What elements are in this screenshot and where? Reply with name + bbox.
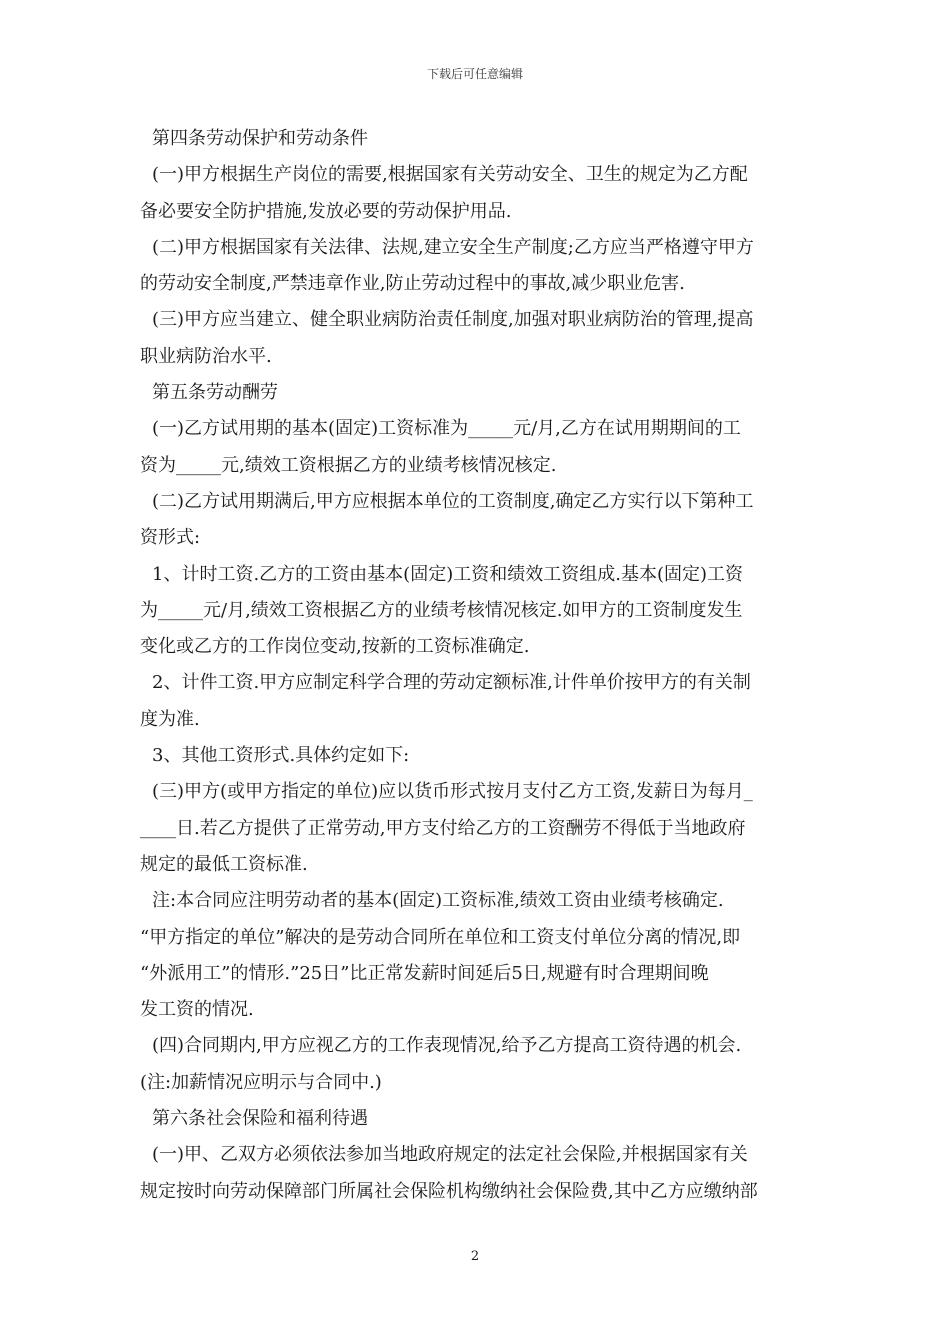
paragraph-line: (二)甲方根据国家有关法律、法规,建立安全生产制度;乙方应当严格遵守甲方 bbox=[152, 236, 754, 258]
paragraph-line: 职业病防治水平. bbox=[140, 345, 272, 367]
paragraph-line: 的劳动安全制度,严禁违章作业,防止劳动过程中的事故,减少职业危害. bbox=[140, 273, 685, 295]
note-line: 注:本合同应注明劳动者的基本(固定)工资标准,绩效工资由业绩考核确定. bbox=[152, 890, 724, 912]
paragraph-line: 备必要安全防护措施,发放必要的劳动保护用品. bbox=[140, 200, 512, 222]
section-heading-6: 第六条社会保险和福利待遇 bbox=[152, 1108, 368, 1130]
section-heading-5: 第五条劳动酬劳 bbox=[152, 382, 278, 404]
section-heading-4: 第四条劳动保护和劳动条件 bbox=[152, 128, 368, 149]
list-item-line: 2、计件工资.甲方应制定科学合理的劳动定额标准,计件单价按甲方的有关制 bbox=[152, 672, 751, 694]
paragraph-line: 资形式: bbox=[140, 527, 201, 549]
paragraph-line: (二)乙方试用期满后,甲方应根据本单位的工资制度,确定乙方实行以下第种工 bbox=[152, 490, 754, 512]
paragraph-line: (一)乙方试用期的基本(固定)工资标准为_____元/月,乙方在试用期期间的工 bbox=[152, 418, 741, 440]
paragraph-line: (四)合同期内,甲方应视乙方的工作表现情况,给予乙方提高工资待遇的机会. bbox=[152, 1035, 742, 1057]
list-item-line: 1、计时工资.乙方的工资由基本(固定)工资和绩效工资组成.基本(固定)工资 bbox=[152, 563, 743, 585]
note-line: 发工资的情况. bbox=[140, 999, 254, 1021]
note-line: (注:加薪情况应明示与合同中.) bbox=[140, 1071, 382, 1093]
document-body bbox=[140, 121, 802, 1210]
paragraph-line: 规定的最低工资标准. bbox=[140, 853, 308, 875]
paragraph-line: (一)甲、乙双方必须依法参加当地政府规定的法定社会保险,并根据国家有关 bbox=[152, 1144, 748, 1166]
list-item-line: 为_____元/月,绩效工资根据乙方的业绩考核情况核定.如甲方的工资制度发生 bbox=[140, 599, 743, 621]
note-line: “外派用工”的情形.”25日”比正常发薪时间延后5日,规避有时合理期间晚 bbox=[140, 962, 709, 984]
page-number: 2 bbox=[470, 1249, 480, 1264]
paragraph-line: (一)甲方根据生产岗位的需要,根据国家有关劳动安全、卫生的规定为乙方配 bbox=[152, 164, 748, 186]
paragraph-line: 资为_____元,绩效工资根据乙方的业绩考核情况核定. bbox=[140, 454, 557, 476]
paragraph-line: 规定按时向劳动保障部门所属社会保险机构缴纳社会保险费,其中乙方应缴纳部 bbox=[140, 1180, 758, 1202]
paragraph-line: (三)甲方(或甲方指定的单位)应以货币形式按月支付乙方工资,发薪日为每月_ bbox=[152, 781, 753, 803]
list-item-line: 3、其他工资形式.具体约定如下: bbox=[152, 745, 410, 767]
list-item-line: 度为准. bbox=[140, 708, 200, 730]
note-line: “甲方指定的单位”解决的是劳动合同所在单位和工资支付单位分离的情况,即 bbox=[140, 926, 741, 948]
list-item-line: 变化或乙方的工作岗位变动,按新的工资标准确定. bbox=[140, 636, 530, 658]
paragraph-line: ____日.若乙方提供了正常劳动,甲方支付给乙方的工资酬劳不得低于当地政府 bbox=[140, 817, 746, 839]
page-header: 下载后可任意编辑 bbox=[426, 67, 523, 81]
paragraph-line: (三)甲方应当建立、健全职业病防治责任制度,加强对职业病防治的管理,提高 bbox=[152, 309, 754, 331]
